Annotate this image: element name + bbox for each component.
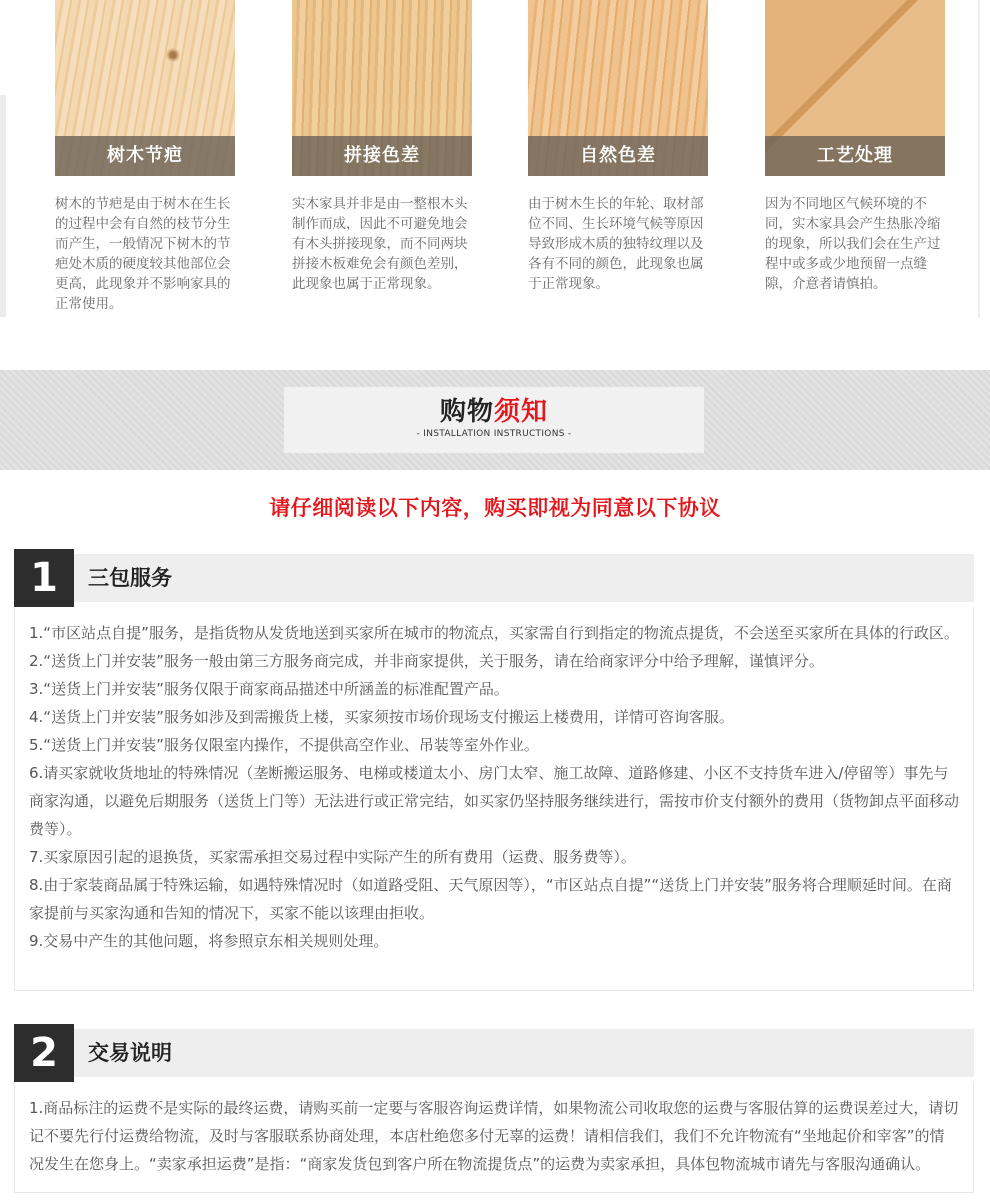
list-item: 1.“市区站点自提”服务，是指货物从发货地送到买家所在城市的物流点，买家需自行到指定的物流点提货，不会送至买家所在具体的行政区。 <box>29 624 959 642</box>
section-number: 1 <box>14 549 74 607</box>
banner-title-box <box>284 387 704 453</box>
knot-mark <box>165 48 181 62</box>
section-body <box>14 1082 974 1193</box>
shopping-notice-banner <box>0 370 990 470</box>
section-header <box>14 1024 974 1082</box>
section-number: 2 <box>14 1024 74 1082</box>
wood-features-section <box>0 0 990 318</box>
banner-title <box>284 397 704 427</box>
card-description: 树木的节疤是由于树木在生长的过程中会有自然的枝节分生而产生，一般情况下树木的节疤处木质的硬度较其他部位会更高，此现象并不影响家具的正常使用。 <box>55 196 231 312</box>
agreement-notice: 请仔细阅读以下内容，购买即视为同意以下协议 <box>269 496 721 520</box>
card-description: 由于树木生长的年轮、取材部位不同、生长环境气候等原因导致形成木质的独特纹理以及各有不同的颜色，此现象也属于正常现象。 <box>528 196 704 292</box>
card-caption: 工艺处理 <box>765 136 945 176</box>
wood-card-splicing <box>292 0 472 294</box>
list-item: 7.买家原因引起的退换货，买家需承担交易过程中实际产生的所有费用（运费、服务费等）。 <box>29 848 636 866</box>
card-description: 因为不同地区气候环境的不同，实木家具会产生热胀冷缩的现象，所以我们会在生产过程中或多或少地预留一点缝隙，介意者请慎拍。 <box>765 196 941 292</box>
list-item: 9.交易中产生的其他问题，将参照京东相关规则处理。 <box>29 932 389 950</box>
right-edge-strip <box>978 0 980 318</box>
list-item: 4.“送货上门并安装”服务如涉及到需搬货上楼，买家须按市场价现场支付搬运上楼费用，详情可咨询客服。 <box>29 708 734 726</box>
card-caption: 树木节疤 <box>55 136 235 176</box>
wood-card-natural-color <box>528 0 708 294</box>
section-title: 交易说明 <box>74 1029 974 1077</box>
banner-subtitle: - INSTALLATION INSTRUCTIONS - <box>416 429 572 439</box>
wood-card-knots <box>55 0 235 314</box>
wood-knot-photo <box>55 0 235 176</box>
list-item: 5.“送货上门并安装”服务仅限室内操作，不提供高空作业、吊装等室外作业。 <box>29 736 539 754</box>
list-item: 2.“送货上门并安装”服务一般由第三方服务商完成，并非商家提供，关于服务，请在给商家评分中给予理解，谨慎评分。 <box>29 652 824 670</box>
card-description: 实木家具并非是由一整根木头制作而成，因此不可避免地会有木头拼接现象，而不同两块拼接木板难免会有颜色差别，此现象也属于正常现象。 <box>292 196 468 292</box>
wood-joint-photo <box>765 0 945 176</box>
section-header <box>14 549 974 607</box>
list-item: 1.商品标注的运费不是实际的最终运费，请购买前一定要与客服咨询运费详情，如果物流公司收取您的运费与客服估算的运费误差过大，请切记不要先行付运费给物流，及时与客服联系协商处理，本店杜绝您多付无辜的运费！请相信我们，我们不允许物流有“坐地起价和宰客”的情况发生在您身上。“卖家承担运费”是指：“商家发货包到客户所在物流提货点”的运费为卖家承担，具体包物流城市请先与客服沟通确认。 <box>29 1099 959 1173</box>
wood-card-craft <box>765 0 945 294</box>
section-title: 三包服务 <box>74 554 974 602</box>
section-warranty <box>14 549 974 991</box>
section-body <box>14 607 974 991</box>
left-edge-strip <box>0 95 6 317</box>
list-item: 3.“送货上门并安装”服务仅限于商家商品描述中所涵盖的标准配置产品。 <box>29 680 509 698</box>
card-caption: 拼接色差 <box>292 136 472 176</box>
wood-splicing-photo <box>292 0 472 176</box>
wood-grain-photo <box>528 0 708 176</box>
list-item: 8.由于家装商品属于特殊运输，如遇特殊情况时（如道路受阻、天气原因等），“市区站点自提”“送货上门并安装”服务将合理顺延时间。在商家提前与买家沟通和告知的情况下，买家不能以该理由拒收。 <box>29 876 952 922</box>
card-caption: 自然色差 <box>528 136 708 176</box>
banner-title-red: 须知 <box>494 397 549 427</box>
banner-title-black: 购物 <box>439 397 494 427</box>
section-transaction <box>14 1024 974 1193</box>
list-item: 6.请买家就收货地址的特殊情况（垄断搬运服务、电梯或楼道太小、房门太窄、施工故障、道路修建、小区不支持货车进入/停留等）事先与商家沟通，以避免后期服务（送货上门等）无法进行或正常完结，如买家仍坚持服务继续进行，需按市价支付额外的费用（货物卸点平面移动费等）。 <box>29 764 960 838</box>
